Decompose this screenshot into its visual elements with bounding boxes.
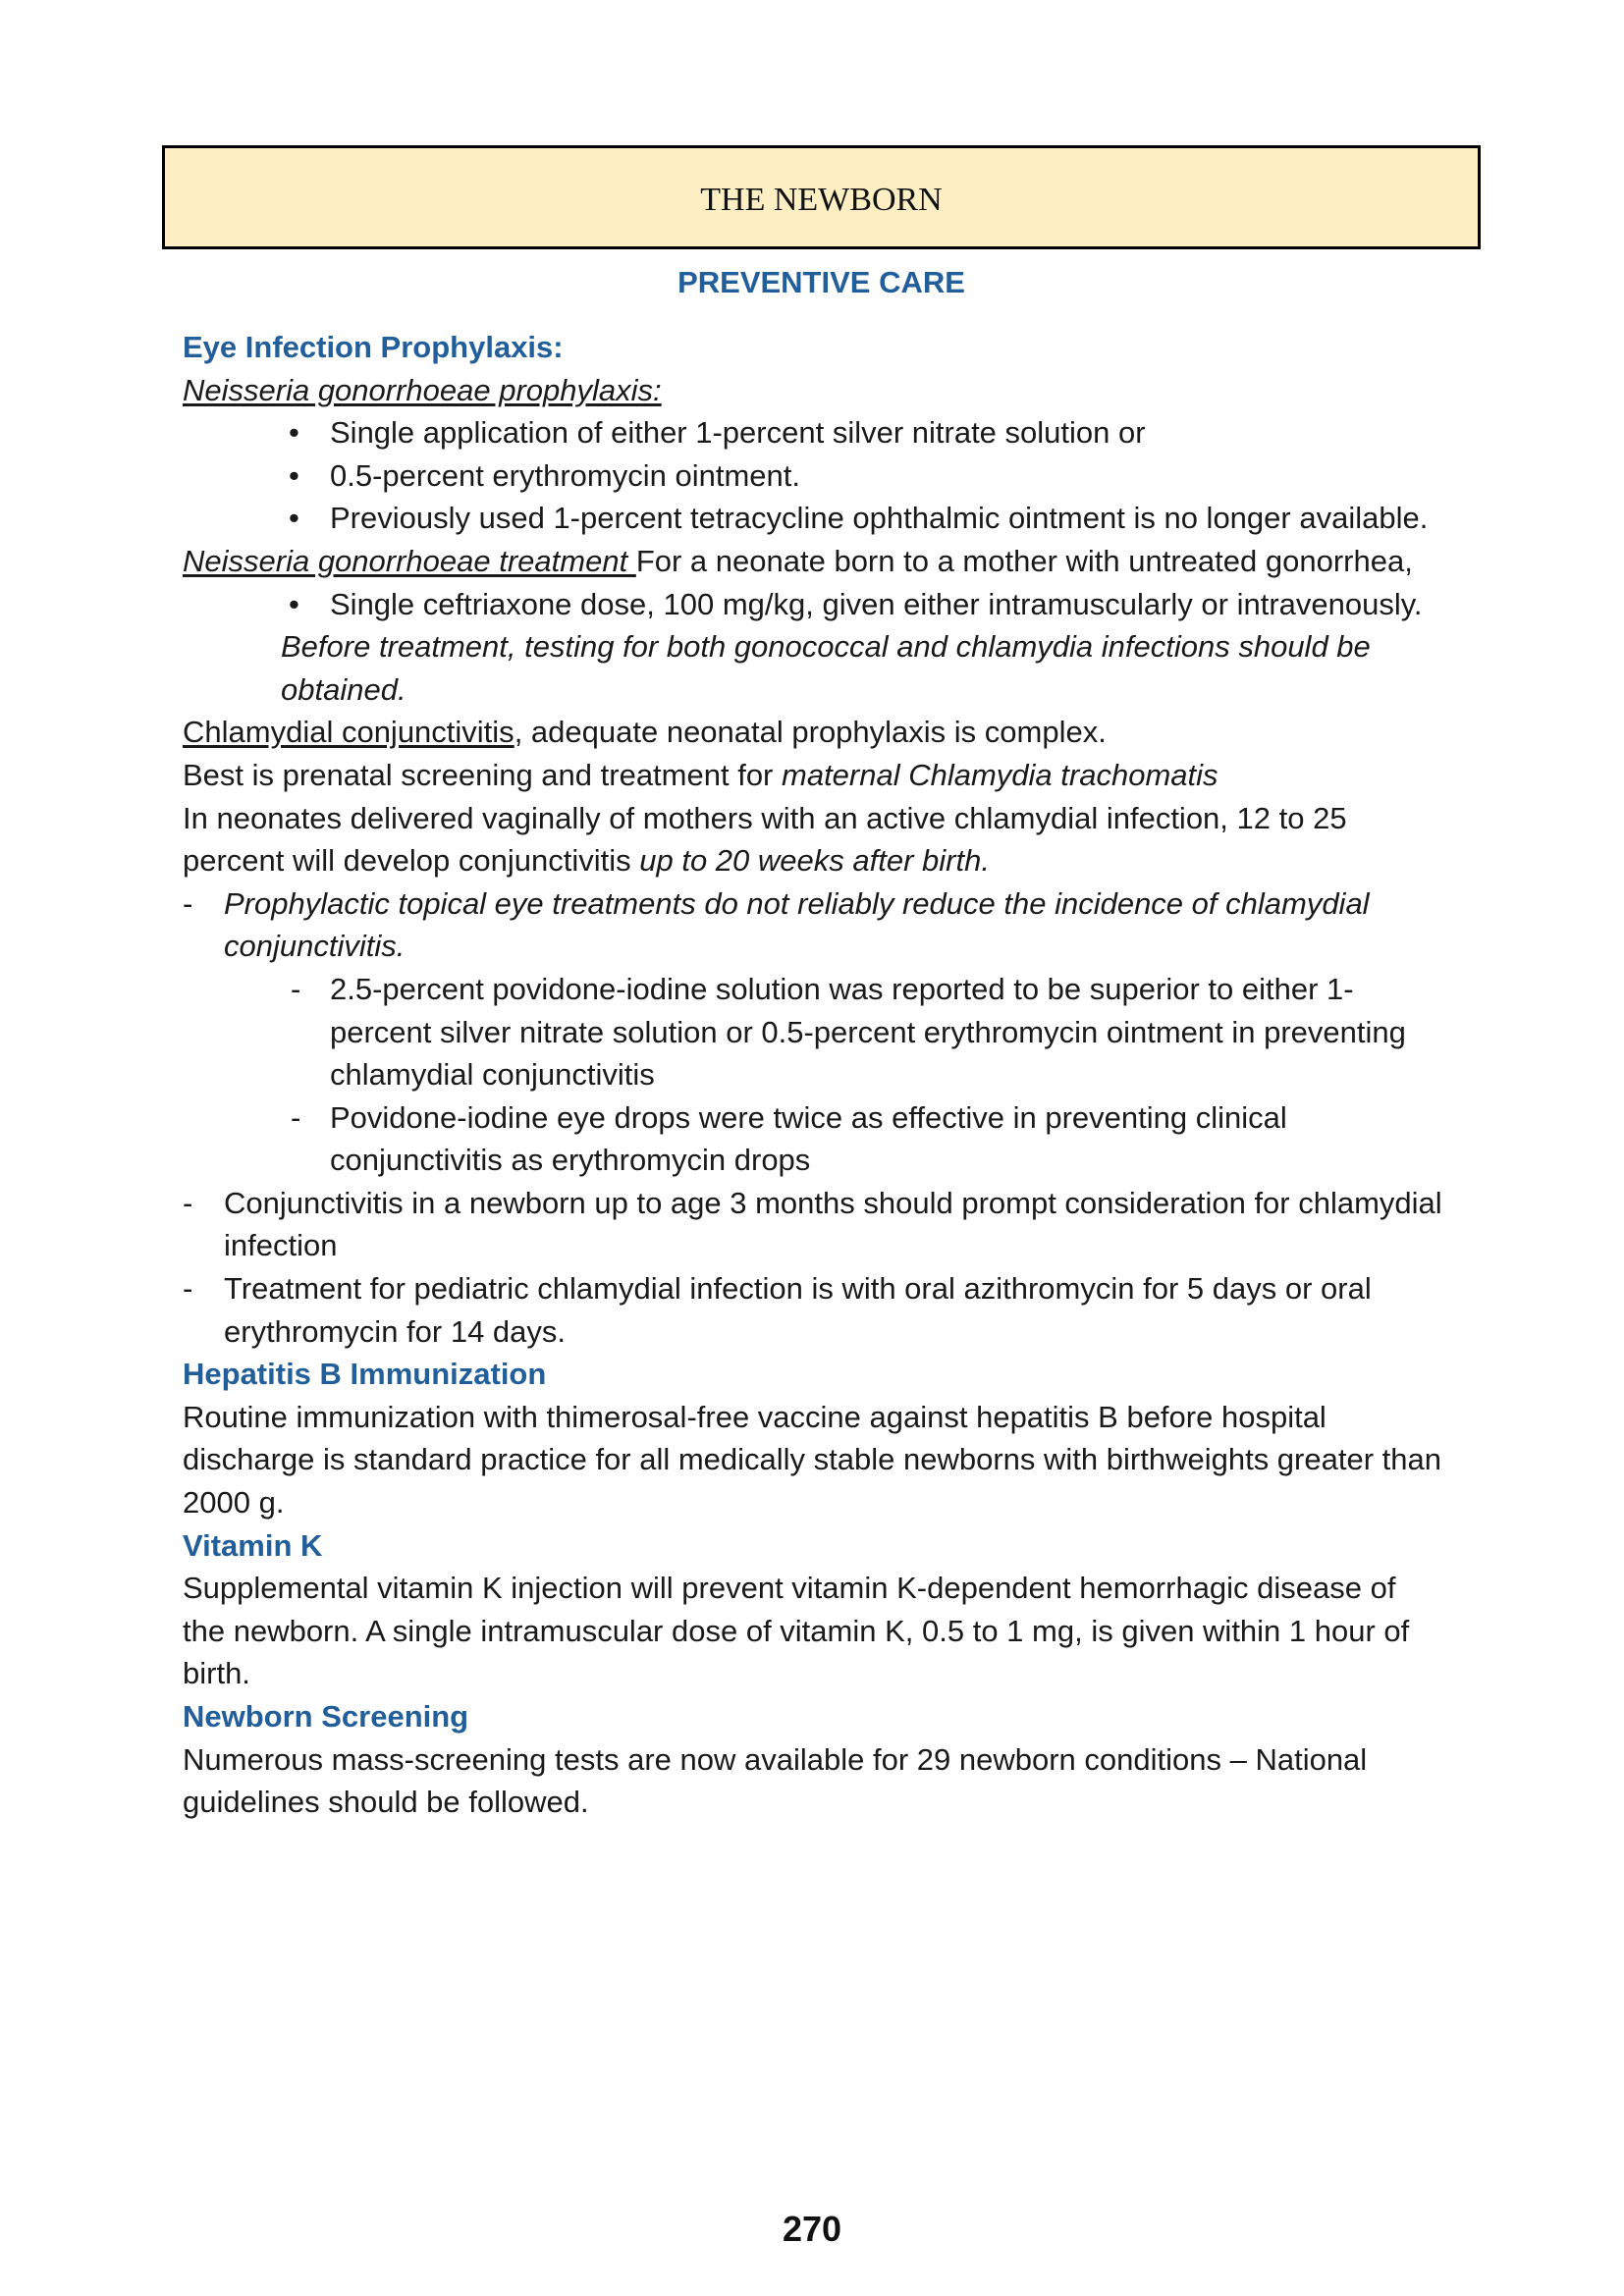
screening-text-line: guidelines should be followed.	[183, 1785, 589, 1820]
vitamin-k-text-line: the newborn. A single intramuscular dose of vitamin K, 0.5 to 1 mg, is given within 1 hour of	[183, 1613, 1410, 1648]
list-item	[183, 968, 1557, 1011]
list-item-text: 2.5-percent povidone-iodine solution was reported to be superior to either 1-	[330, 971, 1354, 1006]
prenatal-screening-line	[183, 754, 1557, 797]
list-item-text: Conjunctivitis in a newborn up to age 3 months should prompt consideration for chlamydial	[224, 1185, 1442, 1220]
best-italic: maternal Chlamydia trachomatis	[782, 757, 1218, 792]
body-content	[183, 326, 1557, 1824]
list-item	[183, 583, 1557, 626]
list-item-text: Treatment for pediatric chlamydial infection is with oral azithromycin for 5 days or oral	[224, 1271, 1372, 1307]
vitamin-k-text-line: Supplemental vitamin K injection will prevent vitamin K-dependent hemorrhagic disease of	[183, 1571, 1396, 1606]
bullet-mark: •	[289, 586, 299, 621]
neonates-line	[183, 839, 1557, 882]
chlamydia-label: Chlamydial conjunctivitis	[183, 715, 514, 750]
screening-heading: Newborn Screening	[183, 1699, 469, 1734]
neonates-italic: up to 20 weeks after birth.	[639, 843, 990, 879]
testing-note-line: obtained.	[281, 671, 406, 707]
gono-treatment-paragraph	[183, 540, 1557, 583]
list-item	[183, 1267, 1557, 1310]
section-title: PREVENTIVE CARE	[677, 265, 965, 299]
vitamin-k-text-line: birth.	[183, 1656, 250, 1691]
list-item-text: Povidone-iodine eye drops were twice as effective in preventing clinical	[330, 1099, 1287, 1135]
list-item	[183, 454, 1557, 498]
neonates-plain: percent will develop conjunctivitis	[183, 843, 640, 879]
hepatitis-text-line: 2000 g.	[183, 1485, 285, 1521]
chapter-title: THE NEWBORN	[700, 182, 943, 218]
list-item	[183, 1182, 1557, 1225]
dash-mark: -	[183, 1185, 193, 1220]
neonates-line: In neonates delivered vaginally of mothers with an active chlamydial infection, 12 to 25	[183, 800, 1347, 835]
bullet-mark: •	[289, 415, 299, 451]
testing-note-line: Before treatment, testing for both gonococcal and chlamydia infections should be	[281, 629, 1371, 665]
screening-text-line: Numerous mass-screening tests are now available for 29 newborn conditions – National	[183, 1741, 1368, 1777]
list-item	[183, 1096, 1557, 1140]
list-item-text: Prophylactic topical eye treatments do not reliably reduce the incidence of chlamydial	[224, 885, 1370, 921]
dash-mark: -	[291, 971, 301, 1006]
hepatitis-text-line: Routine immunization with thimerosal-free vaccine against hepatitis B before hospital	[183, 1399, 1326, 1434]
bullet-mark: •	[289, 501, 299, 536]
hepatitis-heading: Hepatitis B Immunization	[183, 1357, 547, 1392]
list-item-continuation: erythromycin for 14 days.	[224, 1313, 567, 1349]
gono-prophylaxis-label: Neisseria gonorrhoeae prophylaxis:	[183, 372, 662, 407]
chlamydia-paragraph	[183, 711, 1557, 754]
list-item-continuation: infection	[224, 1228, 338, 1263]
list-item-continuation: percent silver nitrate solution or 0.5-percent erythromycin ointment in preventing	[330, 1014, 1406, 1049]
page-number: 270	[782, 2209, 842, 2249]
list-item-text: Previously used 1-percent tetracycline ophthalmic ointment is no longer available.	[330, 501, 1429, 536]
list-item-continuation: conjunctivitis.	[224, 929, 406, 964]
best-text: Best is prenatal screening and treatment for	[183, 757, 782, 792]
dash-mark: -	[183, 1271, 193, 1307]
hepatitis-text-line: discharge is standard practice for all medically stable newborns with birthweights greater than	[183, 1442, 1441, 1477]
list-item-continuation: chlamydial conjunctivitis	[330, 1057, 655, 1093]
list-item	[183, 411, 1557, 454]
list-item	[183, 497, 1557, 540]
gono-treatment-text: For a neonate born to a mother with untreated gonorrhea,	[635, 543, 1413, 578]
bullet-mark: •	[289, 457, 299, 493]
dash-mark: -	[183, 885, 193, 921]
list-item-text: 0.5-percent erythromycin ointment.	[330, 457, 800, 493]
chapter-title-box	[162, 145, 1481, 249]
list-item-text: Single ceftriaxone dose, 100 mg/kg, given either intramuscularly or intravenously.	[330, 586, 1423, 621]
chlamydia-text: , adequate neonatal prophylaxis is complex.	[514, 715, 1107, 750]
list-item-text: Single application of either 1-percent silver nitrate solution or	[330, 415, 1146, 451]
list-item-continuation: conjunctivitis as erythromycin drops	[330, 1143, 811, 1178]
list-item	[183, 882, 1557, 926]
gono-treatment-label: Neisseria gonorrhoeae treatment	[183, 543, 636, 578]
vitamin-k-heading: Vitamin K	[183, 1527, 323, 1563]
dash-mark: -	[291, 1099, 301, 1135]
eye-prophylaxis-heading: Eye Infection Prophylaxis:	[183, 330, 564, 364]
